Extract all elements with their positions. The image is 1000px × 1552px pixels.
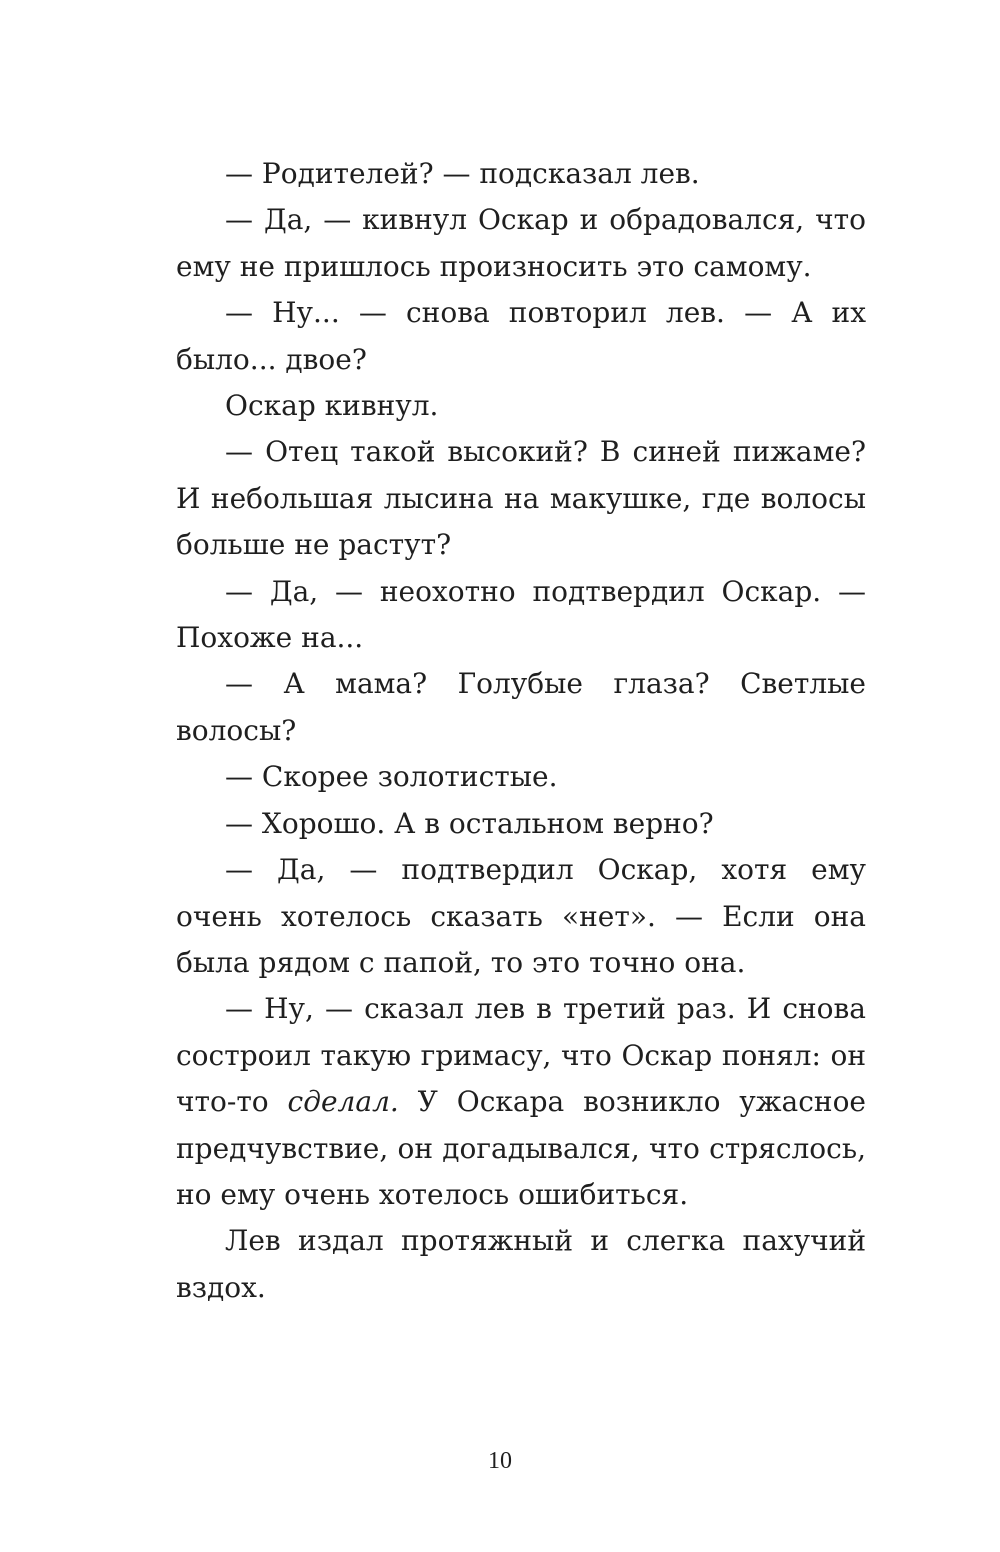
paragraph <box>176 986 866 1218</box>
paragraph: — А мама? Голубые глаза? Светлые волосы? <box>176 667 866 747</box>
page-number: 10 <box>488 1448 512 1474</box>
paragraph: — Да, — подтвердил Оскар, хотя ему очень хотелось сказать «нет». — Если она была рядом с папой, то это точно она. <box>176 853 866 979</box>
paragraph: Оскар кивнул. <box>225 389 439 423</box>
paragraph: — Хорошо. А в остальном верно? <box>225 806 714 840</box>
paragraph: — Отец такой высокий? В синей пижаме? И небольшая лысина на макушке, где волосы больше не растут? <box>176 435 866 562</box>
paragraph: — Да, — неохотно подтвердил Оскар. — Похоже на... <box>176 574 866 655</box>
paragraph-text: У Оскара возникло ужасное предчувствие, он догадывался, что стряслось, но ему очень хотелось ошибиться. <box>176 1085 867 1211</box>
body-text <box>176 151 866 1311</box>
paragraph: — Да, — кивнул Оскар и обрадовался, что ему не пришлось произносить это самому. <box>176 203 866 283</box>
paragraph: — Скорее золотистые. <box>225 760 558 794</box>
paragraph: Лев издал протяжный и слегка пахучий вздох. <box>176 1224 866 1304</box>
paragraph: — Ну... — снова повторил лев. — А их было... двое? <box>176 296 866 376</box>
paragraph: — Родителей? — подсказал лев. <box>225 157 700 190</box>
paragraph-text: — Ну, — сказал лев в третий раз. И снова состроил такую гримасу, что Оскар понял: он что-то <box>176 992 866 1119</box>
emphasized-word: сделал. <box>287 1085 399 1119</box>
